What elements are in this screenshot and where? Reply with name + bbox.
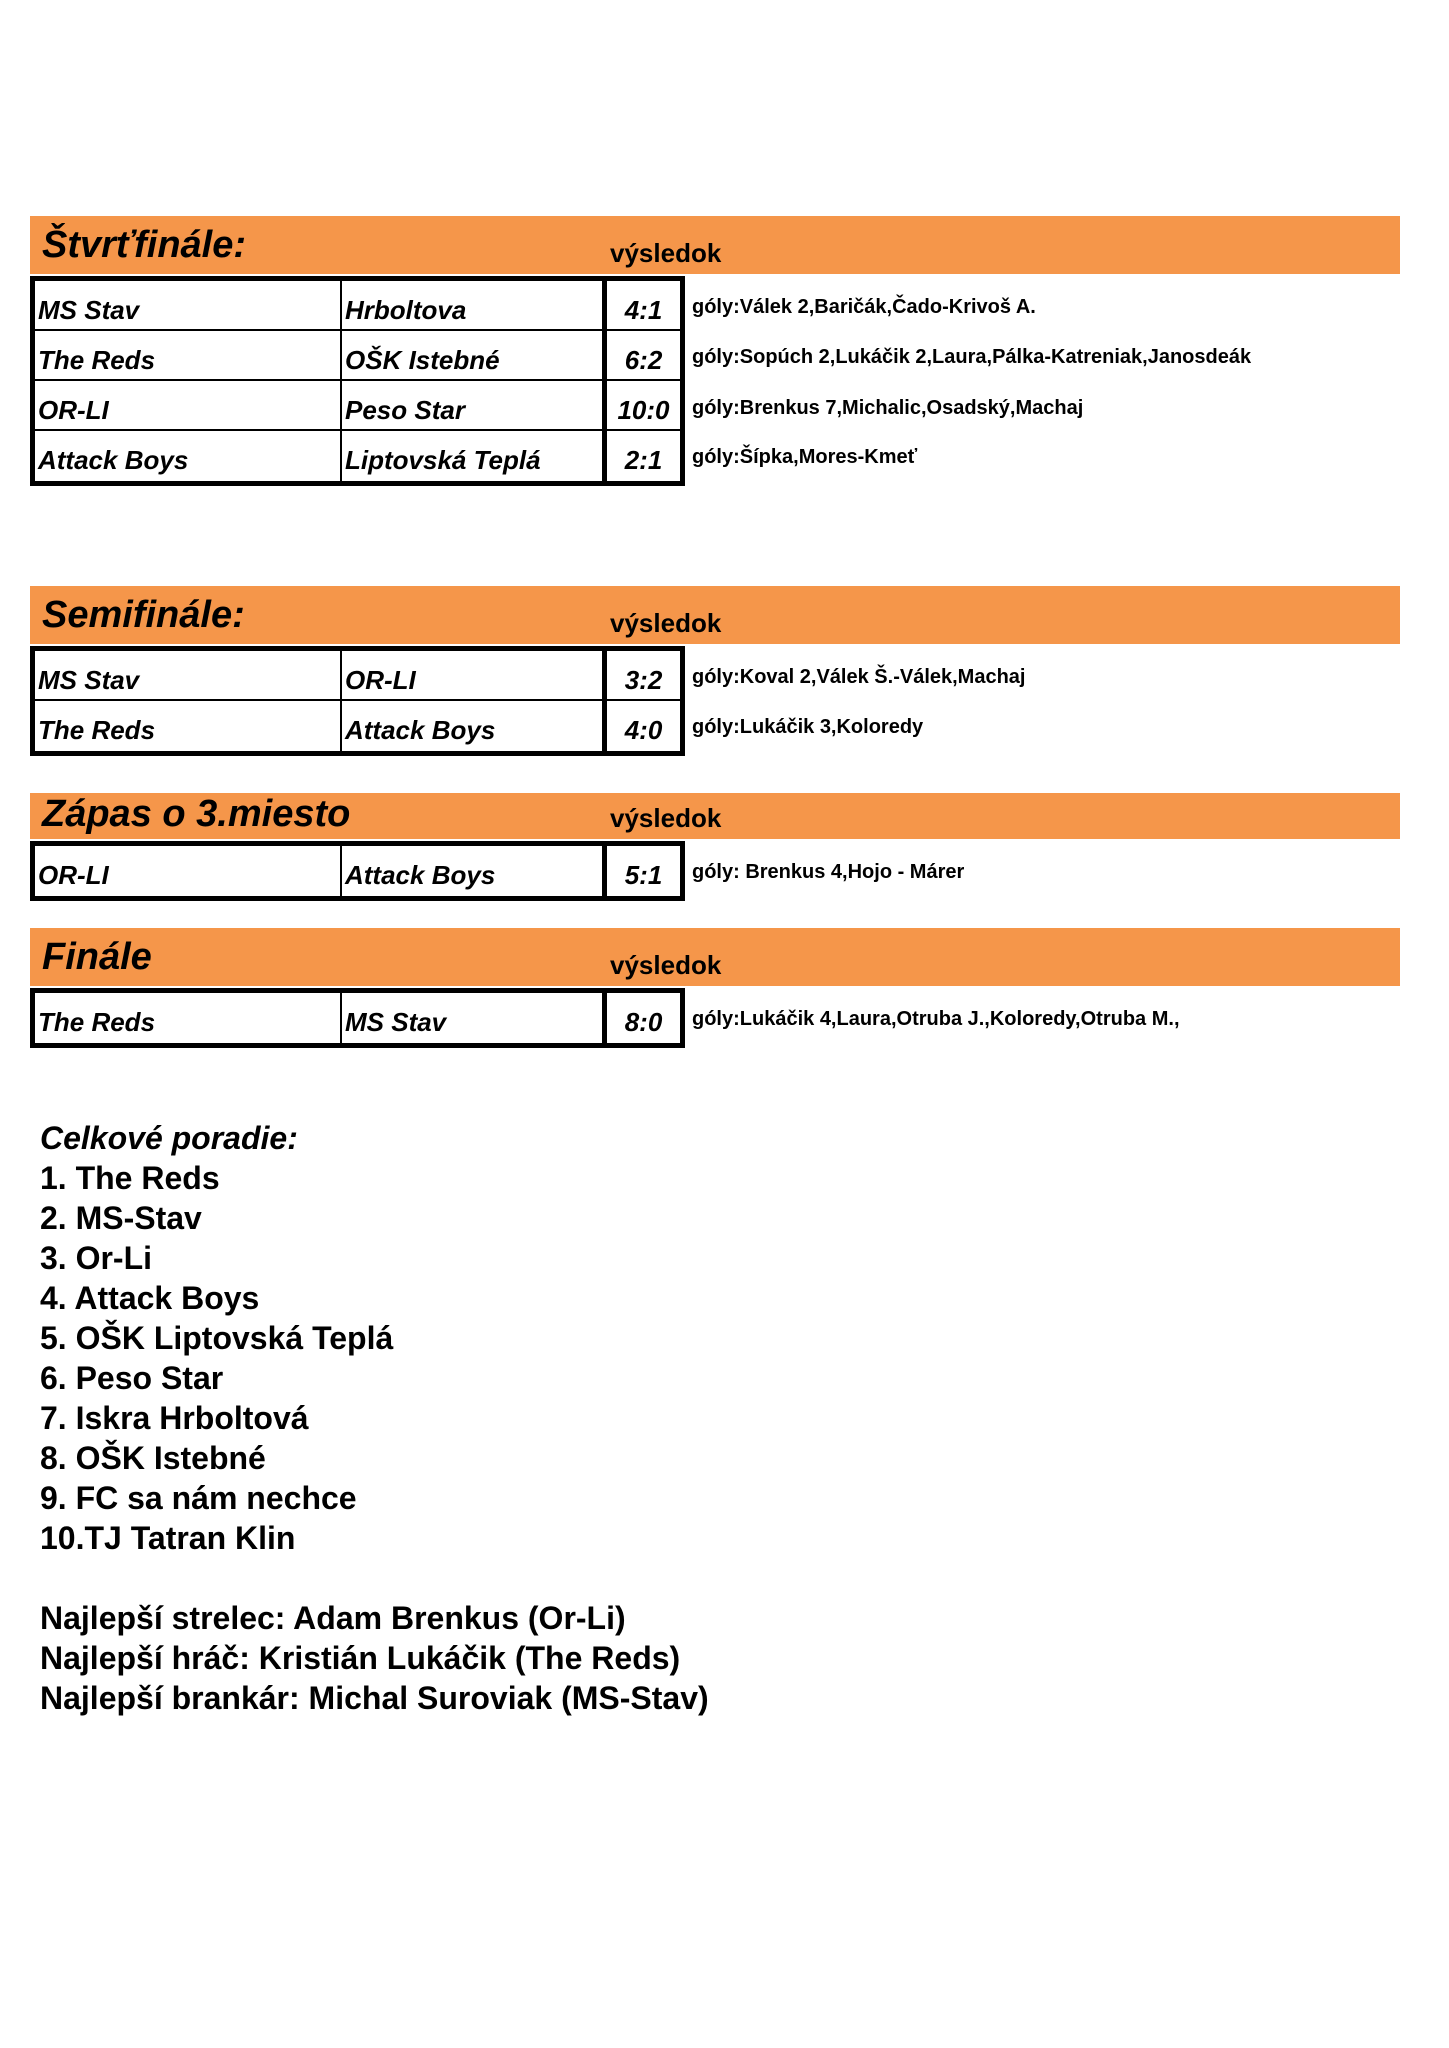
match-goals: góly:Koval 2,Válek Š.-Válek,Machaj <box>692 666 1026 688</box>
standings-item: 4. Attack Boys <box>40 1280 260 1316</box>
home-team: MS Stav <box>38 665 140 695</box>
quarterfinal-title: Štvrťfinále: <box>42 224 247 266</box>
standings-item: 6. Peso Star <box>40 1360 224 1396</box>
quarterfinal-table <box>30 276 685 486</box>
match-row <box>35 846 680 896</box>
match-goals: góly:Lukáčik 4,Laura,Otruba J.,Koloredy,Otruba M., <box>692 1008 1180 1030</box>
away-team: Peso Star <box>340 381 602 429</box>
third-place-title: Zápas o 3.miesto <box>42 793 351 835</box>
match-row <box>35 993 680 1043</box>
match-goals: góly:Šípka,Mores-Kmeť <box>692 446 918 468</box>
semifinal-title: Semifinále: <box>42 594 245 636</box>
third-place-header <box>30 793 1400 839</box>
final-title: Finále <box>42 936 152 978</box>
home-team: OR-LI <box>38 395 109 425</box>
match-score: 5:1 <box>602 846 680 896</box>
quarterfinal-section <box>30 216 1400 486</box>
final-header <box>30 928 1400 986</box>
home-team: Attack Boys <box>38 445 189 475</box>
match-goals: góly: Brenkus 4,Hojo - Márer <box>692 861 965 883</box>
match-score: 4:1 <box>602 281 680 329</box>
away-team: Attack Boys <box>340 701 602 751</box>
match-goals: góly:Válek 2,Baričák,Čado-Krivoš A. <box>692 296 1036 318</box>
third-place-table <box>30 841 685 901</box>
quarterfinal-result-label: výsledok <box>610 238 722 268</box>
match-goals: góly:Sopúch 2,Lukáčik 2,Laura,Pálka-Katreniak,Janosdeák <box>692 346 1252 368</box>
match-row <box>35 331 680 381</box>
standings-item: 8. OŠK Istebné <box>40 1440 266 1476</box>
away-team: Liptovská Teplá <box>340 431 602 481</box>
away-team: OR-LI <box>340 651 602 699</box>
match-score: 10:0 <box>602 381 680 429</box>
standings-item: 3. Or-Li <box>40 1240 153 1276</box>
award-best-goalkeeper: Najlepší brankár: Michal Suroviak (MS-Stav) <box>40 1680 709 1716</box>
final-section <box>30 928 1400 1048</box>
match-row <box>35 701 680 751</box>
home-team: The Reds <box>38 345 156 375</box>
third-place-result-label: výsledok <box>610 803 722 833</box>
standings-item: 10.TJ Tatran Klin <box>40 1520 296 1556</box>
standings <box>40 1118 393 1558</box>
final-table <box>30 988 685 1048</box>
semifinal-section <box>30 586 1400 756</box>
standings-item: 5. OŠK Liptovská Teplá <box>40 1320 394 1356</box>
match-row <box>35 281 680 331</box>
match-score: 2:1 <box>602 431 680 481</box>
match-score: 8:0 <box>602 993 680 1043</box>
away-team: Attack Boys <box>340 846 602 896</box>
quarterfinal-header <box>30 216 1400 274</box>
home-team: OR-LI <box>38 860 109 890</box>
standings-item: 7. Iskra Hrboltová <box>40 1400 309 1436</box>
semifinal-result-label: výsledok <box>610 608 722 638</box>
match-goals: góly:Brenkus 7,Michalic,Osadský,Machaj <box>692 397 1084 419</box>
awards <box>40 1598 709 1718</box>
match-goals: góly:Lukáčik 3,Koloredy <box>692 716 924 738</box>
match-score: 6:2 <box>602 331 680 379</box>
home-team: MS Stav <box>38 295 140 325</box>
away-team: MS Stav <box>340 993 602 1043</box>
third-place-section <box>30 793 1400 901</box>
standings-item: 2. MS-Stav <box>40 1200 202 1236</box>
award-best-scorer: Najlepší strelec: Adam Brenkus (Or-Li) <box>40 1600 626 1636</box>
final-result-label: výsledok <box>610 950 722 980</box>
away-team: OŠK Istebné <box>340 331 602 379</box>
home-team: The Reds <box>38 715 156 745</box>
match-score: 4:0 <box>602 701 680 751</box>
away-team: Hrboltova <box>340 281 602 329</box>
match-row <box>35 651 680 701</box>
semifinal-table <box>30 646 685 756</box>
standings-item: 1. The Reds <box>40 1160 220 1196</box>
home-team: The Reds <box>38 1007 156 1037</box>
standings-item: 9. FC sa nám nechce <box>40 1480 357 1516</box>
standings-title: Celkové poradie: <box>40 1120 298 1156</box>
semifinal-header <box>30 586 1400 644</box>
award-best-player: Najlepší hráč: Kristián Lukáčik (The Reds) <box>40 1640 681 1676</box>
match-row <box>35 381 680 431</box>
match-score: 3:2 <box>602 651 680 699</box>
match-row <box>35 431 680 481</box>
